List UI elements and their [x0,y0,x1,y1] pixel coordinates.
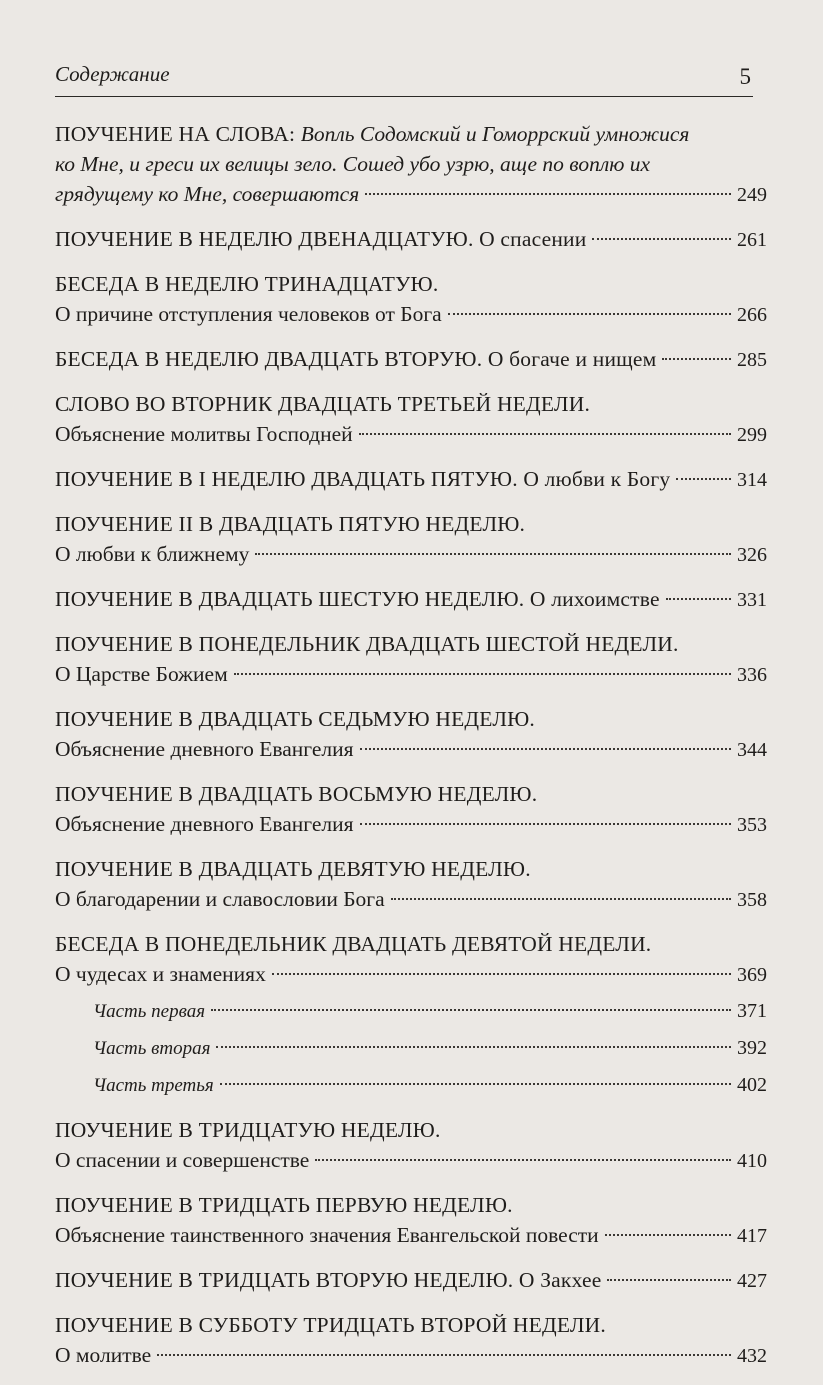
entry-page-number: 417 [737,1225,767,1247]
entry-page-number: 266 [737,304,767,326]
toc-entry [55,629,767,690]
entry-text: О Царстве Божием [55,662,228,686]
dot-leader [607,1279,731,1281]
entry-text: Объяснение молитвы Господней [55,422,353,446]
entry-page-number: 353 [737,814,767,836]
entry-page-number: 427 [737,1270,767,1292]
toc-line [55,179,767,210]
toc-line [55,344,767,375]
sub-entry-title: Часть третья [93,1075,214,1096]
entry-page-number: 331 [737,589,767,611]
entry-text: ПОУЧЕНИЕ II В ДВАДЦАТЬ ПЯТУЮ НЕДЕЛЮ. [55,512,526,536]
entry-text: ПОУЧЕНИЕ В ТРИДЦАТЬ ВТОРУЮ НЕДЕЛЮ. О Закхее [55,1268,602,1292]
toc-entry [55,1310,767,1371]
entry-page-number: 326 [737,544,767,566]
toc-entry [55,509,767,570]
entry-text: ПОУЧЕНИЕ В ДВАДЦАТЬ СЕДЬМУЮ НЕДЕЛЮ. [55,707,535,731]
toc-line [55,389,767,419]
entry-text: грядущему ко Мне, совершаются [55,182,360,206]
toc-line [55,1190,767,1220]
toc-line [55,734,767,765]
toc-entry [55,854,767,915]
toc-line [55,704,767,734]
toc-line [55,1310,767,1340]
dot-leader [365,193,731,195]
toc-line [55,269,767,299]
entry-page-number: 336 [737,664,767,686]
entry-text: ПОУЧЕНИЕ В НЕДЕЛЮ ДВЕНАДЦАТУЮ. О спасении [55,227,587,251]
toc-line [55,1340,767,1371]
toc-line [55,779,767,809]
toc-line [55,1115,767,1145]
entry-text: ПОУЧЕНИЕ В ДВАДЦАТЬ ШЕСТУЮ НЕДЕЛЮ. О лихоимстве [55,587,660,611]
entry-text: ПОУЧЕНИЕ В ПОНЕДЕЛЬНИК ДВАДЦАТЬ ШЕСТОЙ НЕДЕЛИ. [55,632,679,656]
toc-line [55,659,767,690]
toc-entry [55,1190,767,1251]
sub-entries [55,996,767,1101]
entry-text: Вопль Содомский и Гоморрский умножися [300,122,690,146]
dot-leader [360,748,731,750]
entry-text: ПОУЧЕНИЕ НА СЛОВА: [55,122,301,146]
entry-text: О спасении и совершенстве [55,1148,310,1172]
toc-line [55,299,767,330]
dot-leader [662,358,731,360]
sub-entry-page-number: 402 [737,1074,767,1096]
dot-leader [360,823,731,825]
toc-line [55,149,767,179]
toc-entry [55,584,767,615]
entry-text: О молитве [55,1343,152,1367]
entry-page-number: 369 [737,964,767,986]
toc-line [55,419,767,450]
toc-line [55,629,767,659]
dot-leader [448,313,731,315]
entry-text: ПОУЧЕНИЕ В ДВАДЦАТЬ ВОСЬМУЮ НЕДЕЛЮ. [55,782,538,806]
header-title: Содержание [55,62,170,86]
sub-entry [55,1033,767,1064]
toc-entry [55,1265,767,1296]
entry-text: ко Мне, и греси их велицы зело. Сошед убо узрю, аще по воплю их [55,152,651,176]
toc-entry [55,779,767,840]
toc-entry [55,929,767,1101]
toc-entry [55,344,767,375]
toc-line [55,959,767,990]
dot-leader [359,433,731,435]
entry-text: СЛОВО ВО ВТОРНИК ДВАДЦАТЬ ТРЕТЬЕЙ НЕДЕЛИ. [55,392,591,416]
toc-line [55,464,767,495]
entry-text: ПОУЧЕНИЕ В ТРИДЦАТУЮ НЕДЕЛЮ. [55,1118,441,1142]
entry-page-number: 299 [737,424,767,446]
sub-entry-page-number: 392 [737,1037,767,1059]
entry-text: БЕСЕДА В НЕДЕЛЮ ТРИНАДЦАТУЮ. [55,272,439,296]
entry-page-number: 261 [737,229,767,251]
entry-page-number: 344 [737,739,767,761]
toc-entry [55,1115,767,1176]
entry-page-number: 285 [737,349,767,371]
entry-text: О любви к ближнему [55,542,250,566]
toc-line [55,1145,767,1176]
toc-line [55,1265,767,1296]
entry-page-number: 249 [737,184,767,206]
toc-entry [55,269,767,330]
page-number: 5 [739,64,751,89]
entry-text: Объяснение таинственного значения Евангельской повести [55,1223,599,1247]
sub-entry-title: Часть вторая [93,1038,211,1059]
toc-line [55,584,767,615]
entry-text: БЕСЕДА В НЕДЕЛЮ ДВАДЦАТЬ ВТОРУЮ. О богаче и нищем [55,347,657,371]
entry-page-number: 410 [737,1150,767,1172]
dot-leader [605,1234,731,1236]
dot-leader [157,1354,731,1356]
dot-leader [315,1159,731,1161]
entry-text: ПОУЧЕНИЕ В ДВАДЦАТЬ ДЕВЯТУЮ НЕДЕЛЮ. [55,857,531,881]
toc-line [55,929,767,959]
dot-leader [255,553,731,555]
dot-leader [592,238,731,240]
toc-line [55,539,767,570]
dot-leader [666,598,731,600]
toc-line [55,509,767,539]
sub-entry-page-number: 371 [737,1000,767,1022]
toc-line [55,884,767,915]
toc-line [55,854,767,884]
toc-entry [55,389,767,450]
entry-text: ПОУЧЕНИЕ В I НЕДЕЛЮ ДВАДЦАТЬ ПЯТУЮ. О любви к Богу [55,467,671,491]
toc-entry [55,464,767,495]
dot-leader [676,478,731,480]
dot-leader [211,1009,731,1011]
entry-page-number: 432 [737,1345,767,1367]
entry-text: О благодарении и славословии Бога [55,887,385,911]
entry-page-number: 358 [737,889,767,911]
running-header [55,58,753,97]
entry-text: О причине отступления человеков от Бога [55,302,442,326]
toc-entry [55,224,767,255]
toc-entry [55,704,767,765]
sub-entry-title: Часть первая [93,1001,206,1022]
dot-leader [234,673,731,675]
entry-text: Объяснение дневного Евангелия [55,737,354,761]
sub-entry [55,996,767,1027]
entry-text: ПОУЧЕНИЕ В ТРИДЦАТЬ ПЕРВУЮ НЕДЕЛЮ. [55,1193,513,1217]
table-of-contents [55,119,767,1385]
dot-leader [391,898,731,900]
entry-text: О чудесах и знамениях [55,962,266,986]
entry-text: БЕСЕДА В ПОНЕДЕЛЬНИК ДВАДЦАТЬ ДЕВЯТОЙ НЕДЕЛИ. [55,932,652,956]
dot-leader [272,973,731,975]
toc-line [55,119,767,149]
toc-line [55,809,767,840]
toc-entry [55,119,767,210]
entry-text: Объяснение дневного Евангелия [55,812,354,836]
toc-line [55,224,767,255]
dot-leader [216,1046,731,1048]
entry-text: ПОУЧЕНИЕ В СУББОТУ ТРИДЦАТЬ ВТОРОЙ НЕДЕЛИ. [55,1313,606,1337]
entry-page-number: 314 [737,469,767,491]
dot-leader [220,1083,731,1085]
sub-entry [55,1070,767,1101]
toc-line [55,1220,767,1251]
